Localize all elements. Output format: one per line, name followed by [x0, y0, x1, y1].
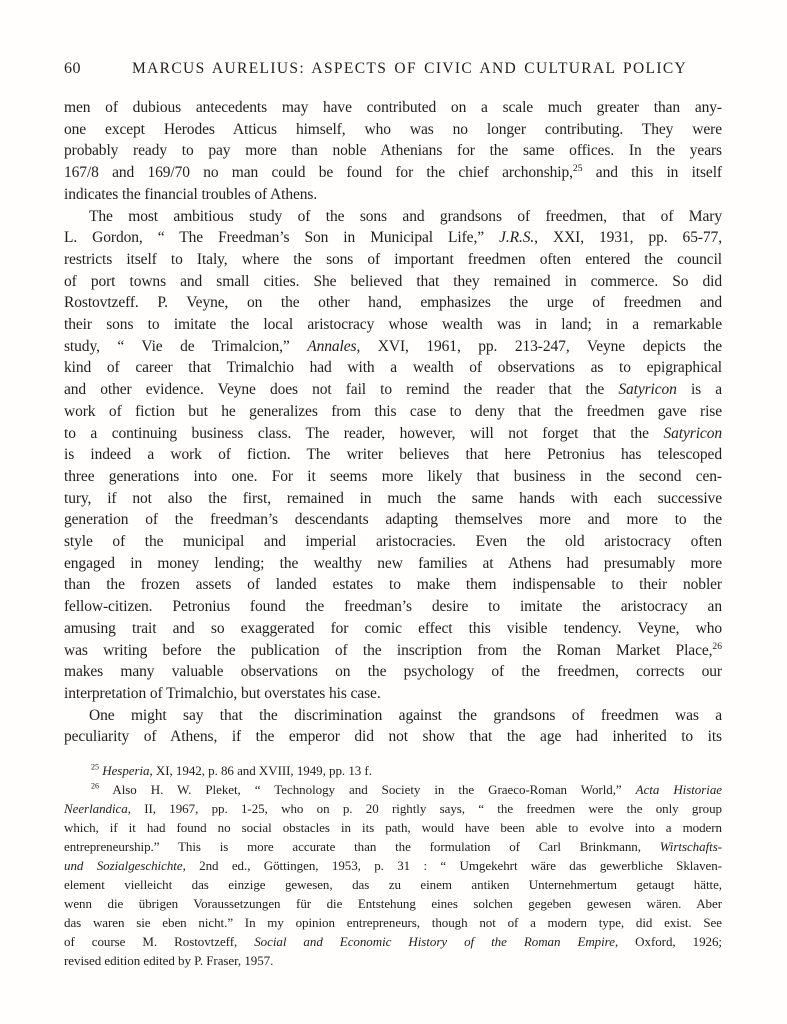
running-title: MARCUS AURELIUS: ASPECTS OF CIVIC AND CULTURAL POLICY — [132, 60, 688, 77]
text-line: was writing before the publication of the inscription from the Roman Market Place,$^{26}$ — [64, 640, 722, 659]
text-line: indicates the financial troubles of Athens. — [64, 185, 318, 203]
text-line: generation of the freedman’s descendants adapting themselves more and more to the — [64, 511, 722, 529]
text-line: is indeed a work of fiction. The writer believes that here Petronius has telescoped — [64, 446, 722, 464]
text-line: amusing trait and so exaggerated for comic effect this visible tendency. Veyne, who — [64, 619, 722, 637]
text-line: fellow-citizen. Petronius found the freedman’s desire to imitate the aristocracy an — [64, 598, 722, 616]
footnotes — [64, 761, 722, 970]
text-line: restricts itself to Italy, where the sons of important freedmen often entered the council — [64, 250, 722, 268]
text-line: und Sozialgeschichte, 2nd ed., Göttingen, 1953, p. 31 : “ Umgekehrt wäre das gewerbliche Sklaven- — [64, 858, 722, 873]
paragraph — [64, 761, 722, 780]
text-line: One might say that the discrimination against the grandsons of freedmen was a — [89, 706, 722, 724]
text-line: kind of career that Trimalchio had with a wealth of observations as to epigraphical — [64, 359, 722, 377]
text-line: Neerlandica, II, 1967, pp. 1-25, who on p. 20 rightly says, “ the freedmen were the only group — [64, 801, 722, 816]
text-line: interpretation of Trimalchio, but overstates his case. — [64, 684, 381, 702]
text-line: which, if it had found no social obstacles in its path, would have been able to evolve into a modern — [64, 820, 722, 835]
text-line: wenn die übrigen Voraussetzungen für die Entstehung eines solchen gegeben gewesen wären. Aber — [64, 896, 722, 911]
paragraph — [64, 206, 722, 705]
text-line: style of the municipal and imperial aristocracies. Even the old aristocracy often — [64, 533, 722, 551]
text-line: engaged in money lending; the wealthy new families at Athens had presumably more — [64, 554, 722, 572]
text-line: tury, if not also the first, remained in much the same hands with each successive — [64, 489, 722, 507]
page-number: 60 — [64, 60, 81, 77]
text-line: revised edition edited by P. Fraser, 1957. — [64, 953, 274, 968]
paragraph — [64, 780, 722, 970]
text-line: and other evidence. Veyne does not fail to remind the reader that the Satyricon is a — [64, 381, 723, 399]
text-line: $^{25}$ Hesperia, XI, 1942, p. 86 and XVIII, 1949, pp. 13 f. — [91, 762, 372, 778]
text-line: probably ready to pay more than noble Athenians for the same offices. In the years — [64, 142, 722, 160]
text-line: makes many valuable observations on the psychology of the freedmen, corrects our — [64, 663, 722, 681]
text-line: their sons to imitate the local aristocracy whose wealth was in land; in a remarkable — [64, 316, 722, 334]
paragraph — [64, 97, 722, 206]
text-line: study, “ Vie de Trimalcion,” Annales, XVI, 1961, pp. 213-247, Veyne depicts the — [64, 337, 722, 355]
text-line: to a continuing business class. The reader, however, will not forget that the Satyricon — [64, 424, 722, 442]
text-line: 167/8 and 169/70 no man could be found for the chief archonship,$^{25}$ and this in itself — [64, 162, 722, 182]
text-line: three generations into one. For it seems more likely that business in the second cen- — [64, 467, 722, 485]
text-line: The most ambitious study of the sons and grandsons of freedmen, that of Mary — [89, 207, 722, 225]
text-line: das waren sie eben nicht.” In my opinion entrepreneurs, though not of a modern type, did exist. See — [64, 915, 722, 930]
body-text — [64, 97, 722, 748]
text-line: Rostovtzeff. P. Veyne, on the other hand, emphasizes the urge of freedmen and — [64, 294, 722, 312]
text-line: men of dubious antecedents may have contributed on a scale much greater than any- — [64, 99, 722, 116]
text-line: peculiarity of Athens, if the emperor did not show that the age had inherited to its — [64, 728, 722, 746]
text-line: one except Herodes Atticus himself, who was no longer contributing. They were — [64, 120, 722, 138]
text-line: of port towns and small cities. She believed that they remained in commerce. So did — [64, 272, 722, 290]
text-line: $^{26}$ Also H. W. Pleket, “ Technology and Society in the Graeco-Roman World,” Acta Historiae — [91, 781, 722, 797]
text-line: element vielleicht das einzige gewesen, das zu einem antiken Unternehmertum getaugt hätte, — [64, 877, 722, 892]
text-line: L. Gordon, “ The Freedman’s Son in Municipal Life,” J.R.S., XXI, 1931, pp. 65-77, — [64, 229, 722, 247]
text-line: of course M. Rostovtzeff, Social and Economic History of the Roman Empire, Oxford, 1926; — [64, 934, 722, 949]
text-line: work of fiction but he generalizes from this case to deny that the freedmen gave rise — [64, 402, 722, 420]
text-line: entrepreneurship.” This is more accurate than the formulation of Carl Brinkmann, Wirtschafts- — [64, 839, 722, 854]
running-header — [64, 60, 729, 78]
text-line: than the frozen assets of landed estates to make them indispensable to their nobler — [64, 576, 722, 594]
paragraph — [64, 705, 722, 748]
